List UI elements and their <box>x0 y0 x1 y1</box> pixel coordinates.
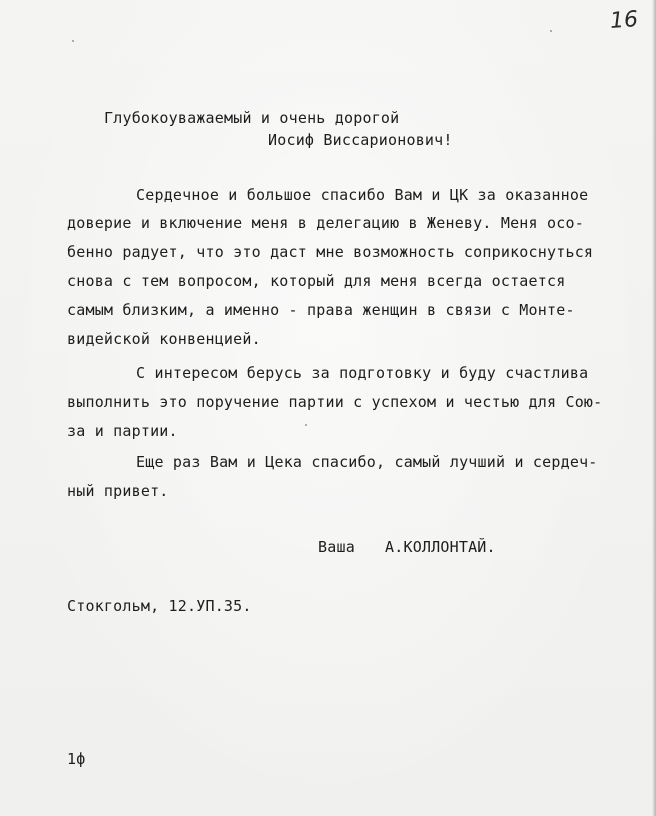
body-line: выполнить это поручение партии с успехом и честью для Сою- <box>67 393 603 411</box>
body-line: снова с тем вопросом, который для меня всегда остается <box>67 272 566 290</box>
salutation-line-2: Иосиф Виссарионович! <box>268 131 453 149</box>
page-edge-shadow <box>652 0 656 816</box>
signature-closing: Ваша <box>318 538 355 556</box>
place-and-date: Стокгольм, 12.УП.35. <box>67 597 252 615</box>
body-line: видейской конвенцией. <box>67 330 261 348</box>
paper-speck <box>550 30 552 32</box>
body-line: за и партии. <box>67 422 178 440</box>
signature-name: А.КОЛЛОНТАЙ. <box>385 538 496 556</box>
footer-code: 1ф <box>67 750 86 768</box>
paper-speck <box>305 424 307 426</box>
body-line: Сердечное и большое спасибо Вам и ЦК за оказанное <box>136 186 589 204</box>
handwritten-page-number: 16 <box>609 7 639 34</box>
body-line: С интересом берусь за подготовку и буду счастлива <box>136 364 589 382</box>
salutation-line-1: Глубокоуважаемый и очень дорогой <box>104 109 400 127</box>
body-line: самым близким, а именно - права женщин в связи с Монте- <box>67 301 575 319</box>
paper-speck <box>72 40 74 42</box>
body-line: бенно радует, что это даст мне возможность соприкоснуться <box>67 243 594 261</box>
body-line: ный привет. <box>67 482 169 500</box>
body-line: доверие и включение меня в делегацию в Женеву. Меня осо- <box>67 214 584 232</box>
body-line: Еще раз Вам и Цека спасибо, самый лучший и сердеч- <box>136 453 598 471</box>
